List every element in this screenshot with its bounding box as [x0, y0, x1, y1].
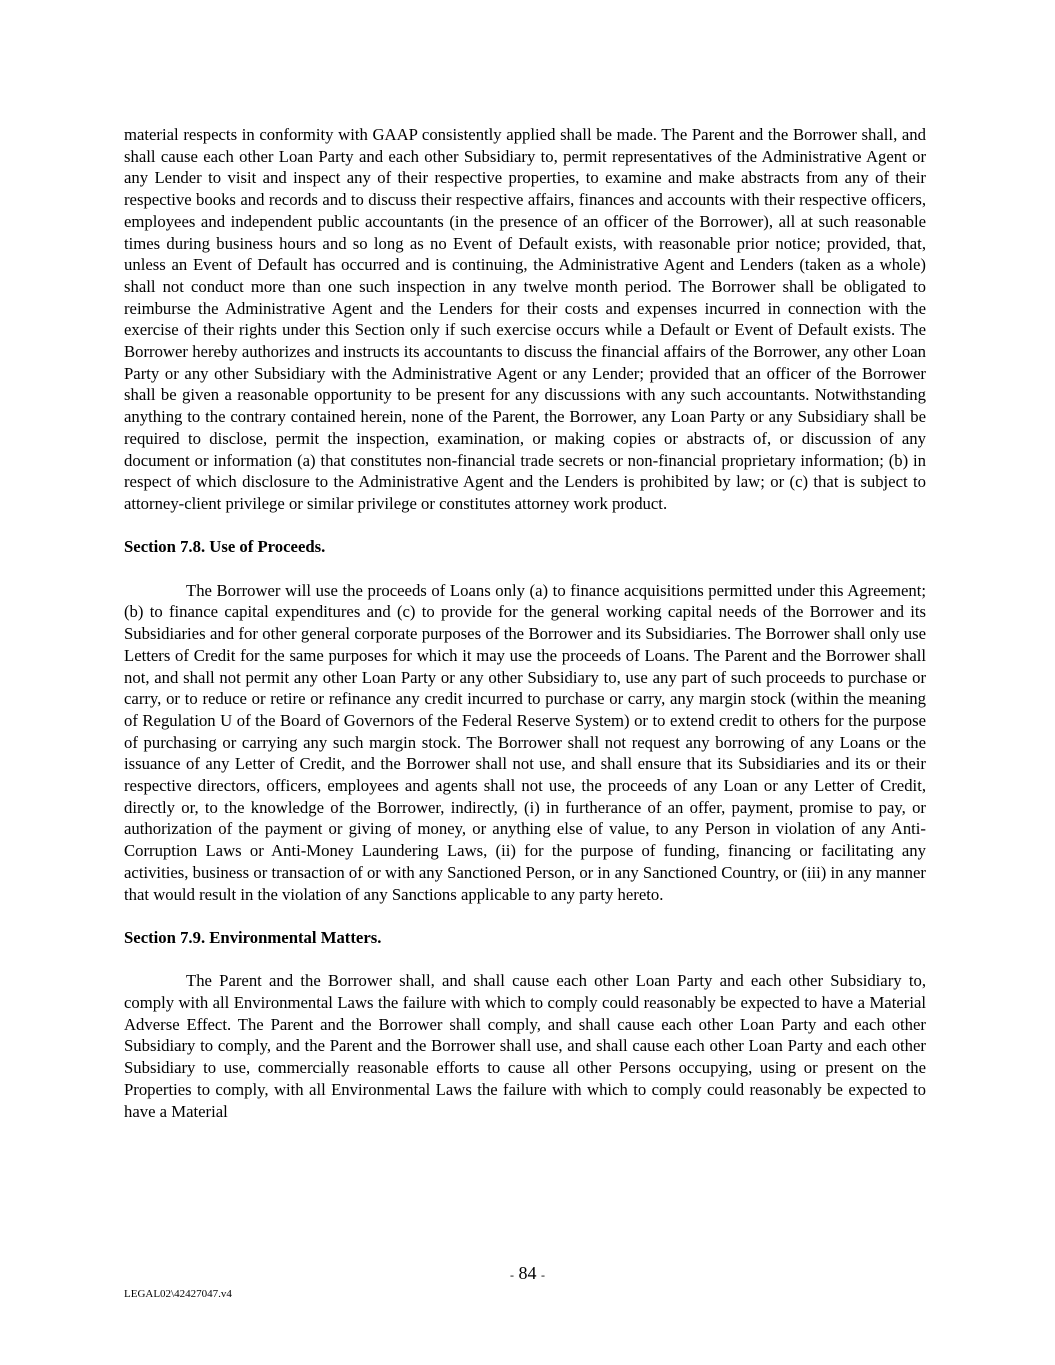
page-number-value: 84 [518, 1263, 537, 1283]
section-7-9-paragraph: The Parent and the Borrower shall, and shall cause each other Loan Party and each other Subsidiary to, comply with all Environmental Laws the failure with which to comply could reasonably be expected to have a Material Adverse Effect. The Parent and the Borrower shall comply, and shall cause each other Loan Party and each other Subsidiary to comply, and the Parent and the Borrower shall use, and shall cause each other Loan Party and each other Subsidiary to use, commercially reasonable efforts to cause all other Persons occupying, using or present on the Properties to comply, with all Environmental Laws the failure with which to comply could reasonably be expected to have a Material [124, 971, 926, 1121]
page-number-dash-left: - [510, 1268, 514, 1282]
page-number [0, 1263, 1055, 1284]
paragraph-continued: material respects in conformity with GAAP consistently applied shall be made. The Parent and the Borrower shall, and shall cause each other Loan Party and each other Subsidiary to, permit representatives of the Administrative Agent or any Lender to visit and inspect any of their respective properties, to examine and make abstracts from any of their respective books and records and to discuss their respective affairs, finances and accounts with their respective officers, employees and independent public accountants (in the presence of an officer of the Borrower), all at such reasonable times during business hours and so long as no Event of Default exists, with reasonable prior notice; provided, that, unless an Event of Default has occurred and is continuing, the Administrative Agent and Lenders (taken as a whole) shall not conduct more than one such inspection in any twelve month period. The Borrower shall be obligated to reimburse the Administrative Agent and the Lenders for their costs and expenses incurred in connection with the exercise of their rights under this Section only if such exercise occurs while a Default or Event of Default exists. The Borrower hereby authorizes and instructs its accountants to discuss the financial affairs of the Borrower, any other Loan Party or any other Subsidiary with the Administrative Agent or any Lender; provided that an officer of the Borrower shall be given a reasonable opportunity to be present for any discussions with any such accountants. Notwithstanding anything to the contrary contained herein, none of the Parent, the Borrower, any Loan Party or any Subsidiary shall be required to disclose, permit the inspection, examination, or making copies or abstracts of, or discussion of any document or information (a) that constitutes non-financial trade secrets or non-financial proprietary information; (b) in respect of which disclosure to the Administrative Agent and the Lenders is prohibited by law; or (c) that is subject to attorney-client privilege or similar privilege or constitutes attorney work product. [124, 125, 926, 513]
section-7-8-heading: Section 7.8. Use of Proceeds. [124, 537, 326, 557]
document-body [124, 124, 926, 1122]
page-number-dash-right: - [541, 1268, 545, 1282]
section-7-9-heading: Section 7.9. Environmental Matters. [124, 927, 382, 947]
document-id: LEGAL02\42427047.v4 [124, 1288, 232, 1300]
section-7-8-paragraph: The Borrower will use the proceeds of Loans only (a) to finance acquisitions permitted under this Agreement; (b) to finance capital expenditures and (c) to provide for the general working capital needs of the Borrower and its Subsidiaries and for other general corporate purposes of the Borrower and its Subsidiaries. The Borrower shall only use Letters of Credit for the same purposes for which it may use the proceeds of Loans. The Parent and the Borrower shall not, and shall not permit any other Loan Party or any other Subsidiary to, use any part of such proceeds to purchase or carry, or to reduce or retire or refinance any credit incurred to purchase or carry, any margin stock (within the meaning of Regulation U of the Board of Governors of the Federal Reserve System) or to extend credit to others for the purpose of purchasing or carrying any such margin stock. The Borrower shall not request any borrowing of any Loans or the issuance of any Letter of Credit, and the Borrower shall not use, and shall ensure that its Subsidiaries and its or their respective directors, officers, employees and agents shall not use, the proceeds of any Loan or any Letter of Credit, directly or, to the knowledge of the Borrower, indirectly, (i) in furtherance of an offer, payment, promise to pay, or authorization of the payment or giving of money, or anything else of value, to any Person in violation of any Anti-Corruption Laws or Anti-Money Laundering Laws, (ii) for the purpose of funding, financing or facilitating any activities, business or transaction of or with any Sanctioned Person, or in any Sanctioned Country, or (iii) in any manner that would result in the violation of any Sanctions applicable to any party hereto. [124, 580, 926, 904]
